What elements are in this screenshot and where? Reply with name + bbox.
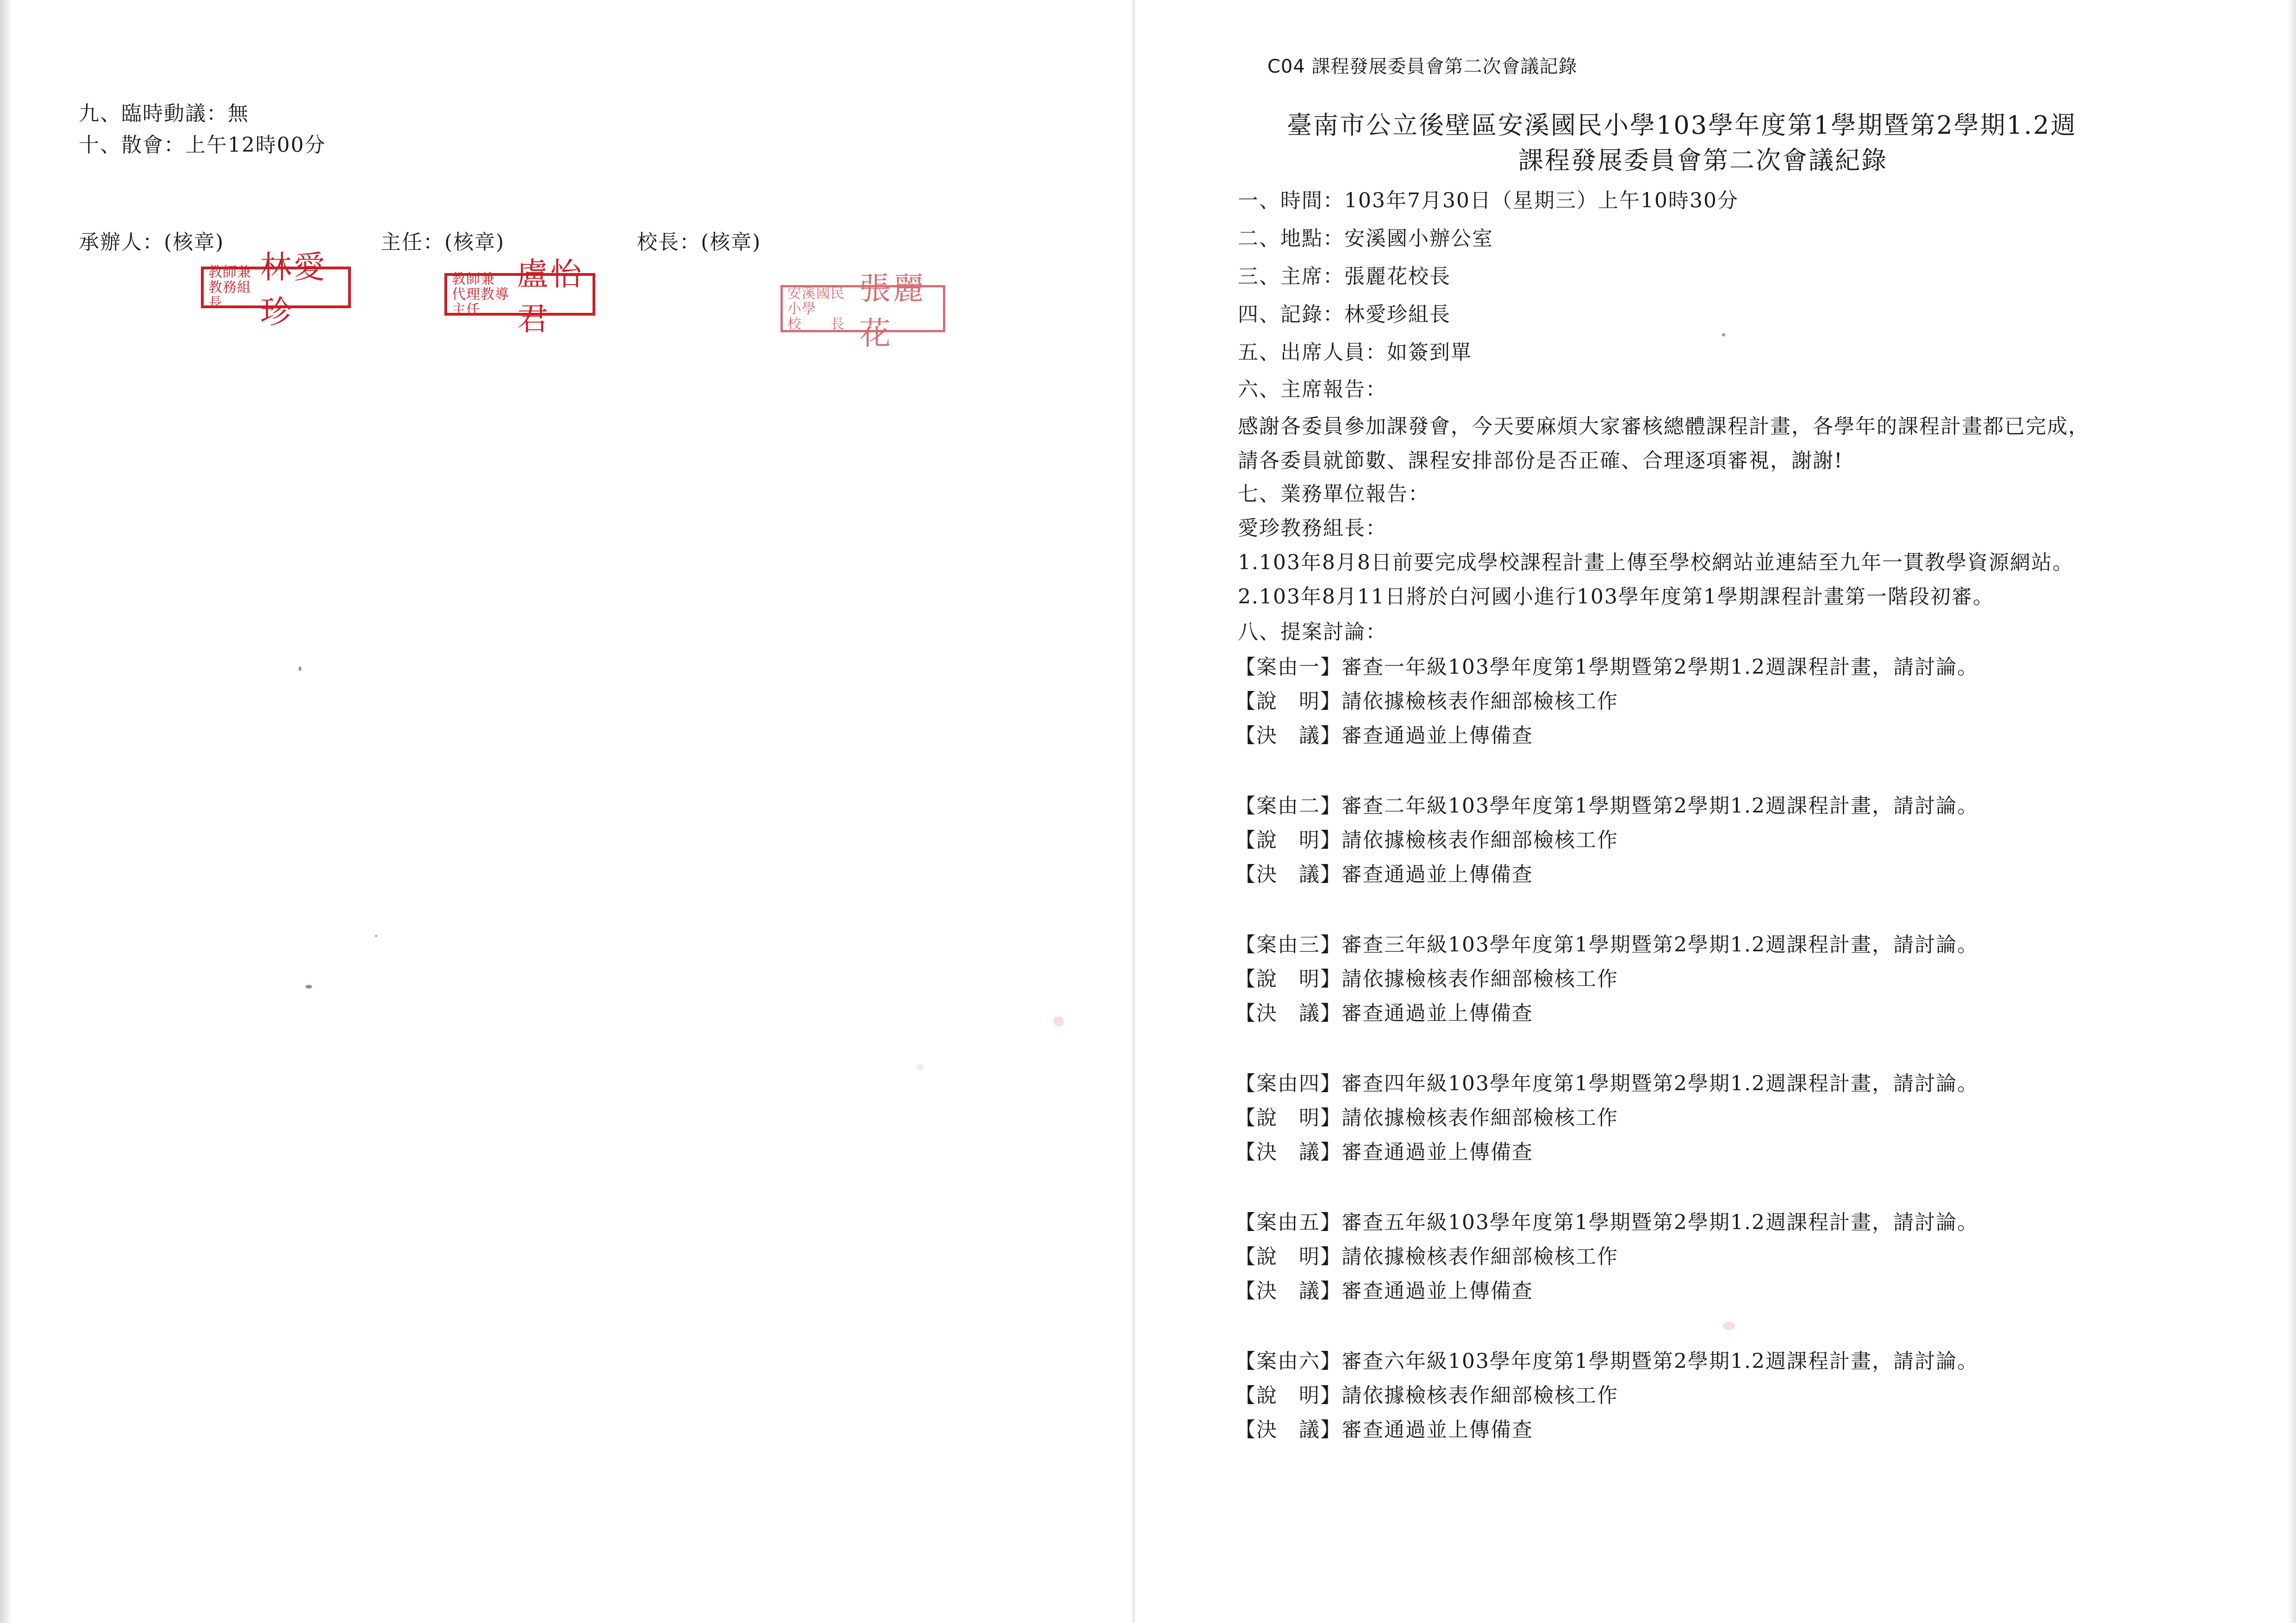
proposal-5-resolution: 【決 議】審查通過並上傳備查 [1235,1279,1533,1303]
right-page [1135,0,2296,1623]
proposal-3-case: 【案由三】審查三年級103學年度第1學期暨第2學期1.2週課程計畫，請討論。 [1235,933,1978,957]
department-report-point-1: 1.103年8月8日前要完成學校課程計畫上傳至學校網站並連結至九年一貫教學資源網站。 [1238,551,2074,574]
department-report-point-2: 2.103年8月11日將於白河國小進行103學年度第1學期課程計畫第一階段初審。 [1238,585,1994,609]
scan-edge-shadow [2288,0,2296,1623]
proposal-2-resolution: 【決 議】審查通過並上傳備查 [1235,863,1533,886]
chair-report-text-1: 感謝各委員參加課發會，今天要麻煩大家審核總體課程計畫，各學年的課程計畫都已完成， [1238,415,2090,438]
proposal-2-case: 【案由二】審查二年級103學年度第1學期暨第2學期1.2週課程計畫，請討論。 [1235,794,1978,818]
item-5-attendees: 五、出席人員：如簽到單 [1238,341,1472,364]
scan-speck [1722,333,1725,336]
item-8-proposals: 八、提案討論： [1238,620,1387,644]
signature-label-director: 主任：(核章) [381,230,505,254]
scan-speck [1723,1322,1735,1330]
scan-speck [306,985,312,989]
signature-label-handler: 承辦人：(核章) [79,230,225,254]
proposal-1-case: 【案由一】審查一年級103學年度第1學期暨第2學期1.2週課程計畫，請討論。 [1235,655,1978,679]
proposal-6-resolution: 【決 議】審查通過並上傳備查 [1235,1418,1533,1442]
scan-edge-shadow [0,0,12,1623]
proposal-3-resolution: 【決 議】審查通過並上傳備查 [1235,1001,1533,1025]
proposal-5-case: 【案由五】審查五年級103學年度第1學期暨第2學期1.2週課程計畫，請討論。 [1235,1211,1978,1234]
proposal-4-resolution: 【決 議】審查通過並上傳備查 [1235,1140,1533,1164]
item-9-extempore-motions: 九、臨時動議：無 [79,102,249,125]
seal-stamp-handler [201,249,351,331]
proposal-6-explanation: 【說 明】請依據檢核表作細部檢核工作 [1235,1384,1618,1407]
item-6-chair-report: 六、主席報告： [1238,378,1387,401]
seal-stamp-title: 教師兼 教務組長 [208,264,251,311]
item-4-recorder: 四、記錄：林愛珍組長 [1238,303,1451,326]
seal-stamp-director [444,256,595,338]
proposal-3-explanation: 【說 明】請依據檢核表作細部檢核工作 [1235,967,1618,991]
proposal-2-explanation: 【說 明】請依據檢核表作細部檢核工作 [1235,828,1618,852]
document-title-line-2: 課程發展委員會第二次會議紀錄 [1518,146,1888,175]
scan-speck [917,1064,924,1070]
document-code-header: C04 課程發展委員會第二次會議記錄 [1267,56,1578,77]
item-10-adjournment: 十、散會：上午12時00分 [79,133,326,157]
proposal-4-explanation: 【說 明】請依據檢核表作細部檢核工作 [1235,1106,1618,1130]
scan-speck [1054,1016,1064,1026]
chair-report-text-2: 請各委員就節數、課程安排部份是否正確、合理逐項審視，謝謝! [1238,449,1843,473]
proposal-5-explanation: 【說 明】請依據檢核表作細部檢核工作 [1235,1245,1618,1269]
seal-stamp-name: 林愛珍 [260,249,327,331]
proposal-1-resolution: 【決 議】審查通過並上傳備查 [1235,724,1533,747]
seal-stamp-principal [780,271,945,352]
document-title-line-1: 臺南市公立後壁區安溪國民小學103學年度第1學期暨第2學期1.2週 [1287,111,2077,140]
seal-stamp-title: 安溪國民小學 校 長 [787,285,845,332]
item-1-time: 一、時間：103年7月30日（星期三）上午10時30分 [1238,189,1739,212]
scan-speck [375,935,377,937]
department-reporter: 愛珍教務組長： [1238,516,1387,540]
seal-stamp-title: 教師兼 代理教導主任 [452,271,509,318]
proposal-1-explanation: 【說 明】請依據檢核表作細部檢核工作 [1235,690,1618,713]
seal-stamp-name: 張麗花 [859,271,926,352]
item-3-chair: 三、主席：張麗花校長 [1238,265,1451,288]
proposal-6-case: 【案由六】審查六年級103學年度第1學期暨第2學期1.2週課程計畫，請討論。 [1235,1349,1978,1373]
seal-stamp-name: 盧怡君 [517,256,584,338]
signature-label-principal: 校長：(核章) [637,230,761,254]
item-2-location: 二、地點：安溪國小辦公室 [1238,227,1493,250]
item-7-department-report: 七、業務單位報告： [1238,482,1429,506]
scan-speck [299,666,301,671]
left-page [0,0,1132,1623]
proposal-4-case: 【案由四】審查四年級103學年度第1學期暨第2學期1.2週課程計畫，請討論。 [1235,1072,1978,1095]
